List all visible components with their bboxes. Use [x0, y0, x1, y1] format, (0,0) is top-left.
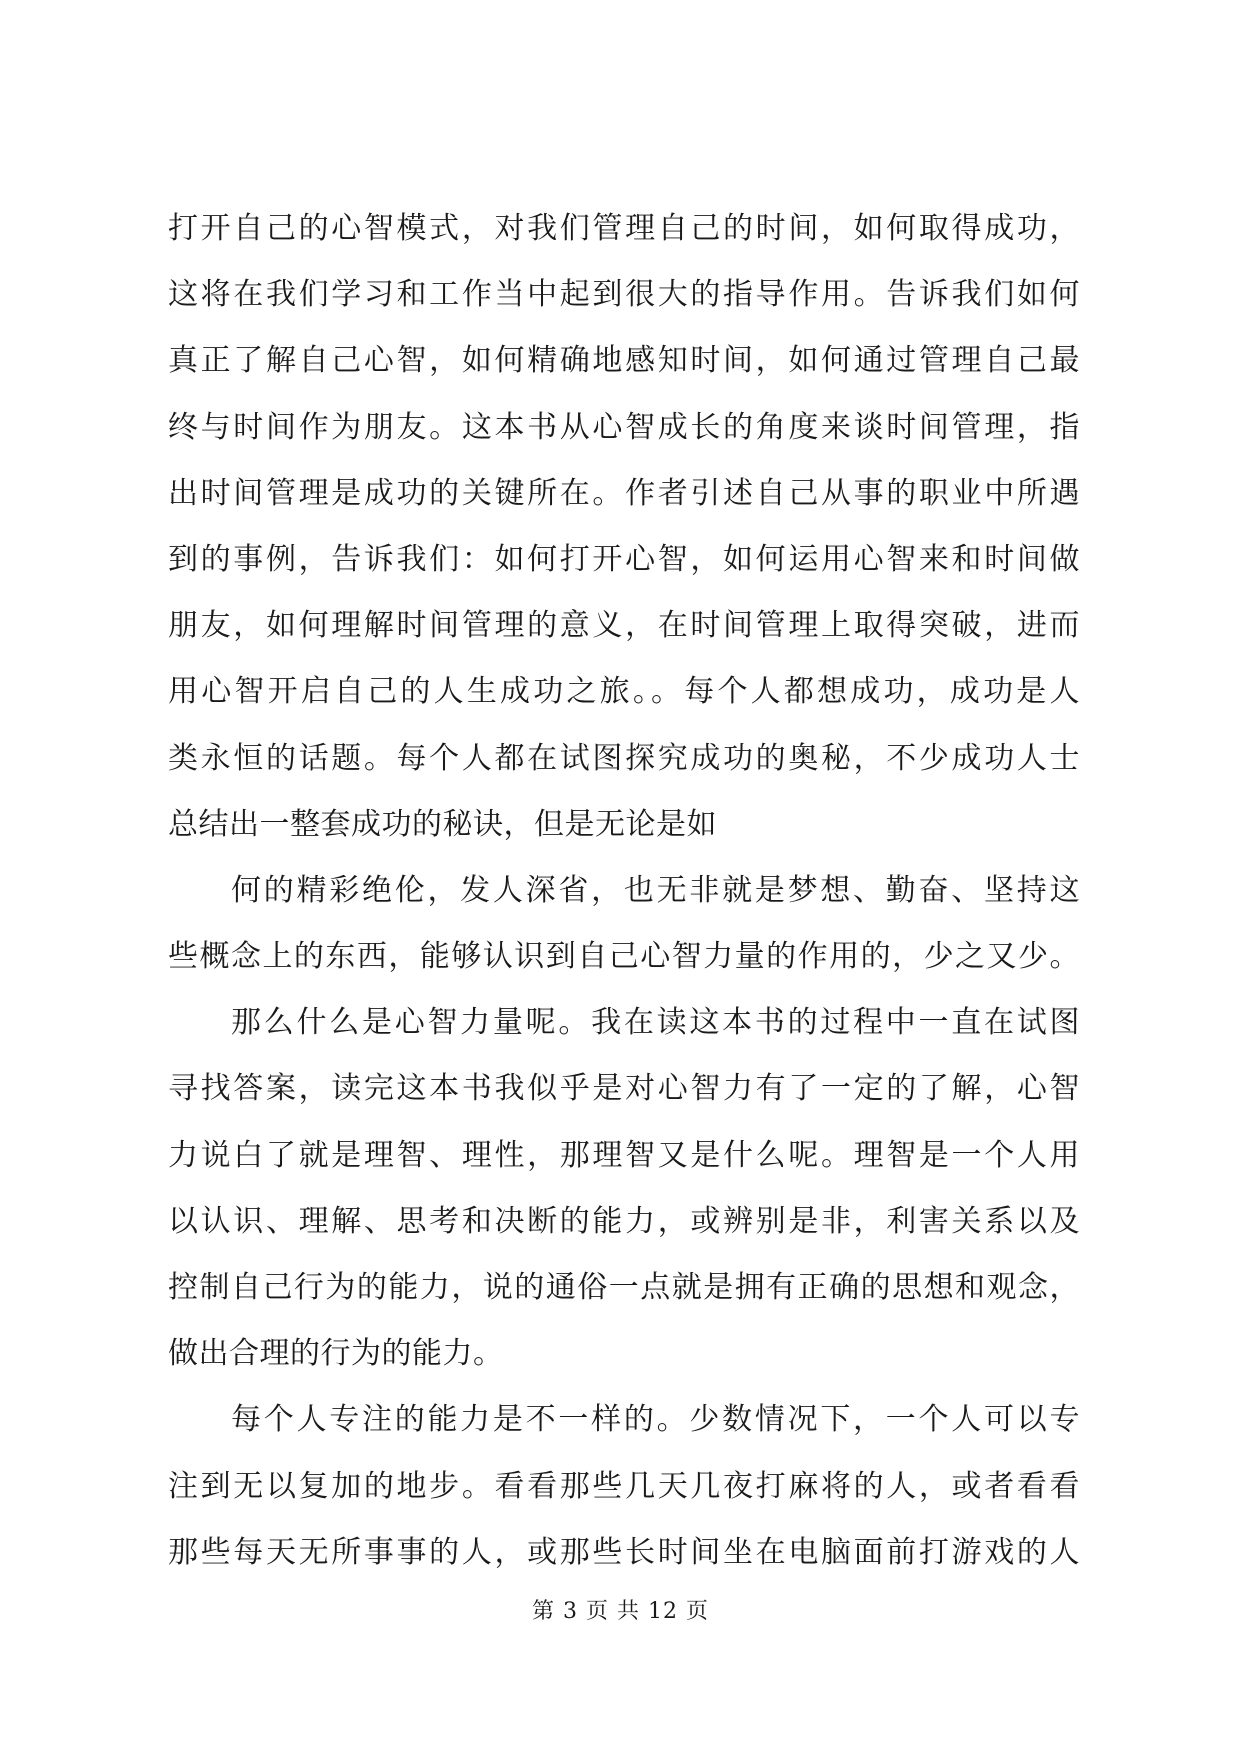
- text-line: 那么什么是心智力量呢。我在读这本书的过程中一直在试图: [231, 1005, 1080, 1041]
- text-line: 做出合理的行为的能力。: [168, 1336, 504, 1372]
- text-line: 控制自己行为的能力，说的通俗一点就是拥有正确的思想和观念，: [168, 1270, 1080, 1305]
- text-line: 到的事例，告诉我们：如何打开心智，如何运用心智来和时间做: [168, 541, 1080, 577]
- text-line: 以认识、理解、思考和决断的能力，或辨别是非，利害关系以及: [168, 1203, 1080, 1239]
- text-line: 真正了解自己心智，如何精确地感知时间，如何通过管理自己最: [168, 343, 1080, 379]
- text-line: 朋友，如何理解时间管理的意义，在时间管理上取得突破，进而: [168, 608, 1080, 644]
- text-line: 何的精彩绝伦，发人深省，也无非就是梦想、勤奋、坚持这: [231, 872, 1080, 908]
- text-line: 些概念上的东西，能够认识到自己心智力量的作用的，少之又少。: [168, 939, 1080, 975]
- text-line: 那些每天无所事事的人，或那些长时间坐在电脑面前打游戏的人: [168, 1534, 1080, 1570]
- text-line: 力说白了就是理智、理性，那理智又是什么呢。理智是一个人用: [168, 1137, 1080, 1173]
- text-line: 总结出一整套成功的秘诀，但是无论是如: [168, 806, 717, 842]
- text-line: 这将在我们学习和工作当中起到很大的指导作用。告诉我们如何: [168, 277, 1080, 313]
- text-line: 类永恒的话题。每个人都在试图探究成功的奥秘，不少成功人士: [168, 740, 1080, 776]
- page-footer: 第 3 页 共 12 页: [532, 1599, 709, 1624]
- body-text: [168, 196, 1080, 1586]
- text-line: 出时间管理是成功的关键所在。作者引述自己从事的职业中所遇: [168, 475, 1080, 511]
- text-line: 用心智开启自己的人生成功之旅。。每个人都想成功，成功是人: [168, 674, 1080, 710]
- text-line: 寻找答案，读完这本书我似乎是对心智力有了一定的了解，心智: [168, 1071, 1080, 1107]
- text-line: 每个人专注的能力是不一样的。少数情况下，一个人可以专: [231, 1402, 1080, 1438]
- text-line: 打开自己的心智模式，对我们管理自己的时间，如何取得成功，: [168, 211, 1080, 246]
- text-line: 注到无以复加的地步。看看那些几天几夜打麻将的人，或者看看: [168, 1468, 1080, 1504]
- text-line: 终与时间作为朋友。这本书从心智成长的角度来谈时间管理，指: [168, 409, 1080, 445]
